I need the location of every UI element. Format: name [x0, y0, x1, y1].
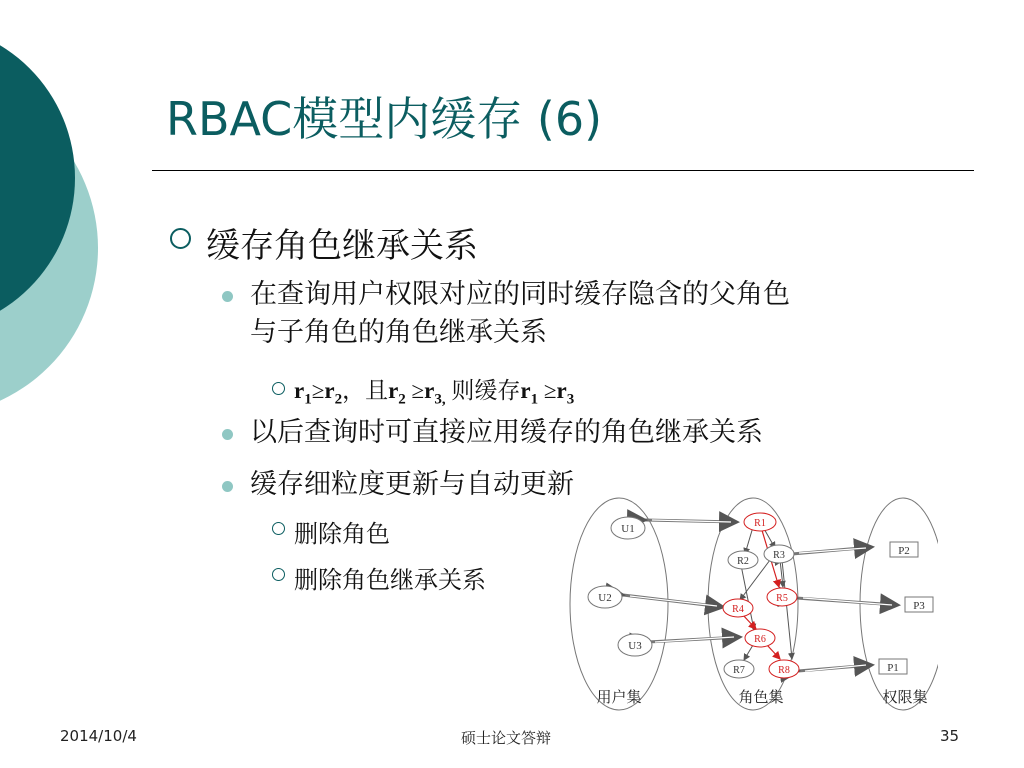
r6-r8-cached-edge: [767, 645, 780, 659]
dot-bullet-icon: [222, 481, 233, 492]
bullet-text: 删除角色继承关系: [294, 566, 486, 594]
role-set-label: 角色集: [738, 688, 784, 706]
permission-set-label: 权限集: [882, 688, 928, 706]
bullet-text: 缓存角色继承关系: [206, 226, 478, 266]
role-label-r2: R2: [737, 556, 749, 567]
user-set-label: 用户集: [596, 688, 642, 706]
hollow-circle-bullet-icon: [272, 382, 285, 395]
permission-label-p3: P3: [913, 600, 925, 612]
bullet-text: [250, 276, 790, 352]
role-label-r5: R5: [776, 593, 788, 604]
title-underline: [152, 170, 974, 171]
footer-date: 2014/10/4: [60, 727, 137, 745]
user-label-u3: U3: [628, 640, 642, 652]
bullet-text-line2: 与子角色的角色继承关系: [250, 317, 547, 348]
role-label-r1: R1: [754, 518, 766, 529]
hollow-circle-bullet-icon: [272, 522, 285, 535]
role-label-r3: R3: [773, 550, 785, 561]
bullet-text: 以后查询时可直接应用缓存的角色继承关系: [250, 417, 763, 448]
slide-title: RBAC模型内缓存 (6): [166, 92, 603, 146]
r3-r8-edge: [782, 560, 792, 659]
bullet-text: 缓存细粒度更新与自动更新: [250, 469, 574, 500]
page-number: 35: [940, 727, 960, 745]
hollow-circle-bullet-icon: [272, 568, 285, 581]
role-label-r7: R7: [733, 665, 745, 676]
user-label-u1: U1: [621, 523, 635, 535]
dot-bullet-icon: [222, 429, 233, 440]
role-label-r6: R6: [754, 634, 766, 645]
dot-bullet-icon: [222, 291, 233, 302]
footer-center-text: 硕士论文答辩: [461, 729, 552, 747]
permission-label-p2: P2: [898, 545, 910, 557]
hollow-circle-bullet-icon: [170, 228, 191, 249]
role-label-r4: R4: [732, 604, 744, 615]
rbac-set-diagram: [568, 497, 938, 712]
r1-r2-edge: [745, 527, 753, 554]
bullet-text: 删除角色: [294, 520, 390, 548]
r6-r7-edge: [744, 645, 753, 660]
user-label-u2: U2: [598, 592, 612, 604]
decorative-circles: [0, 0, 140, 420]
permission-label-p1: P1: [887, 662, 899, 674]
inheritance-formula: $r_1\ge r_2$，且$r_2 \ge r_{3,}$ 则缓存$r_1 \ge r_3$: [294, 378, 575, 408]
bullet-text-line1: 在查询用户权限对应的同时缓存隐含的父角色: [250, 279, 790, 310]
role-label-r8: R8: [778, 665, 790, 676]
